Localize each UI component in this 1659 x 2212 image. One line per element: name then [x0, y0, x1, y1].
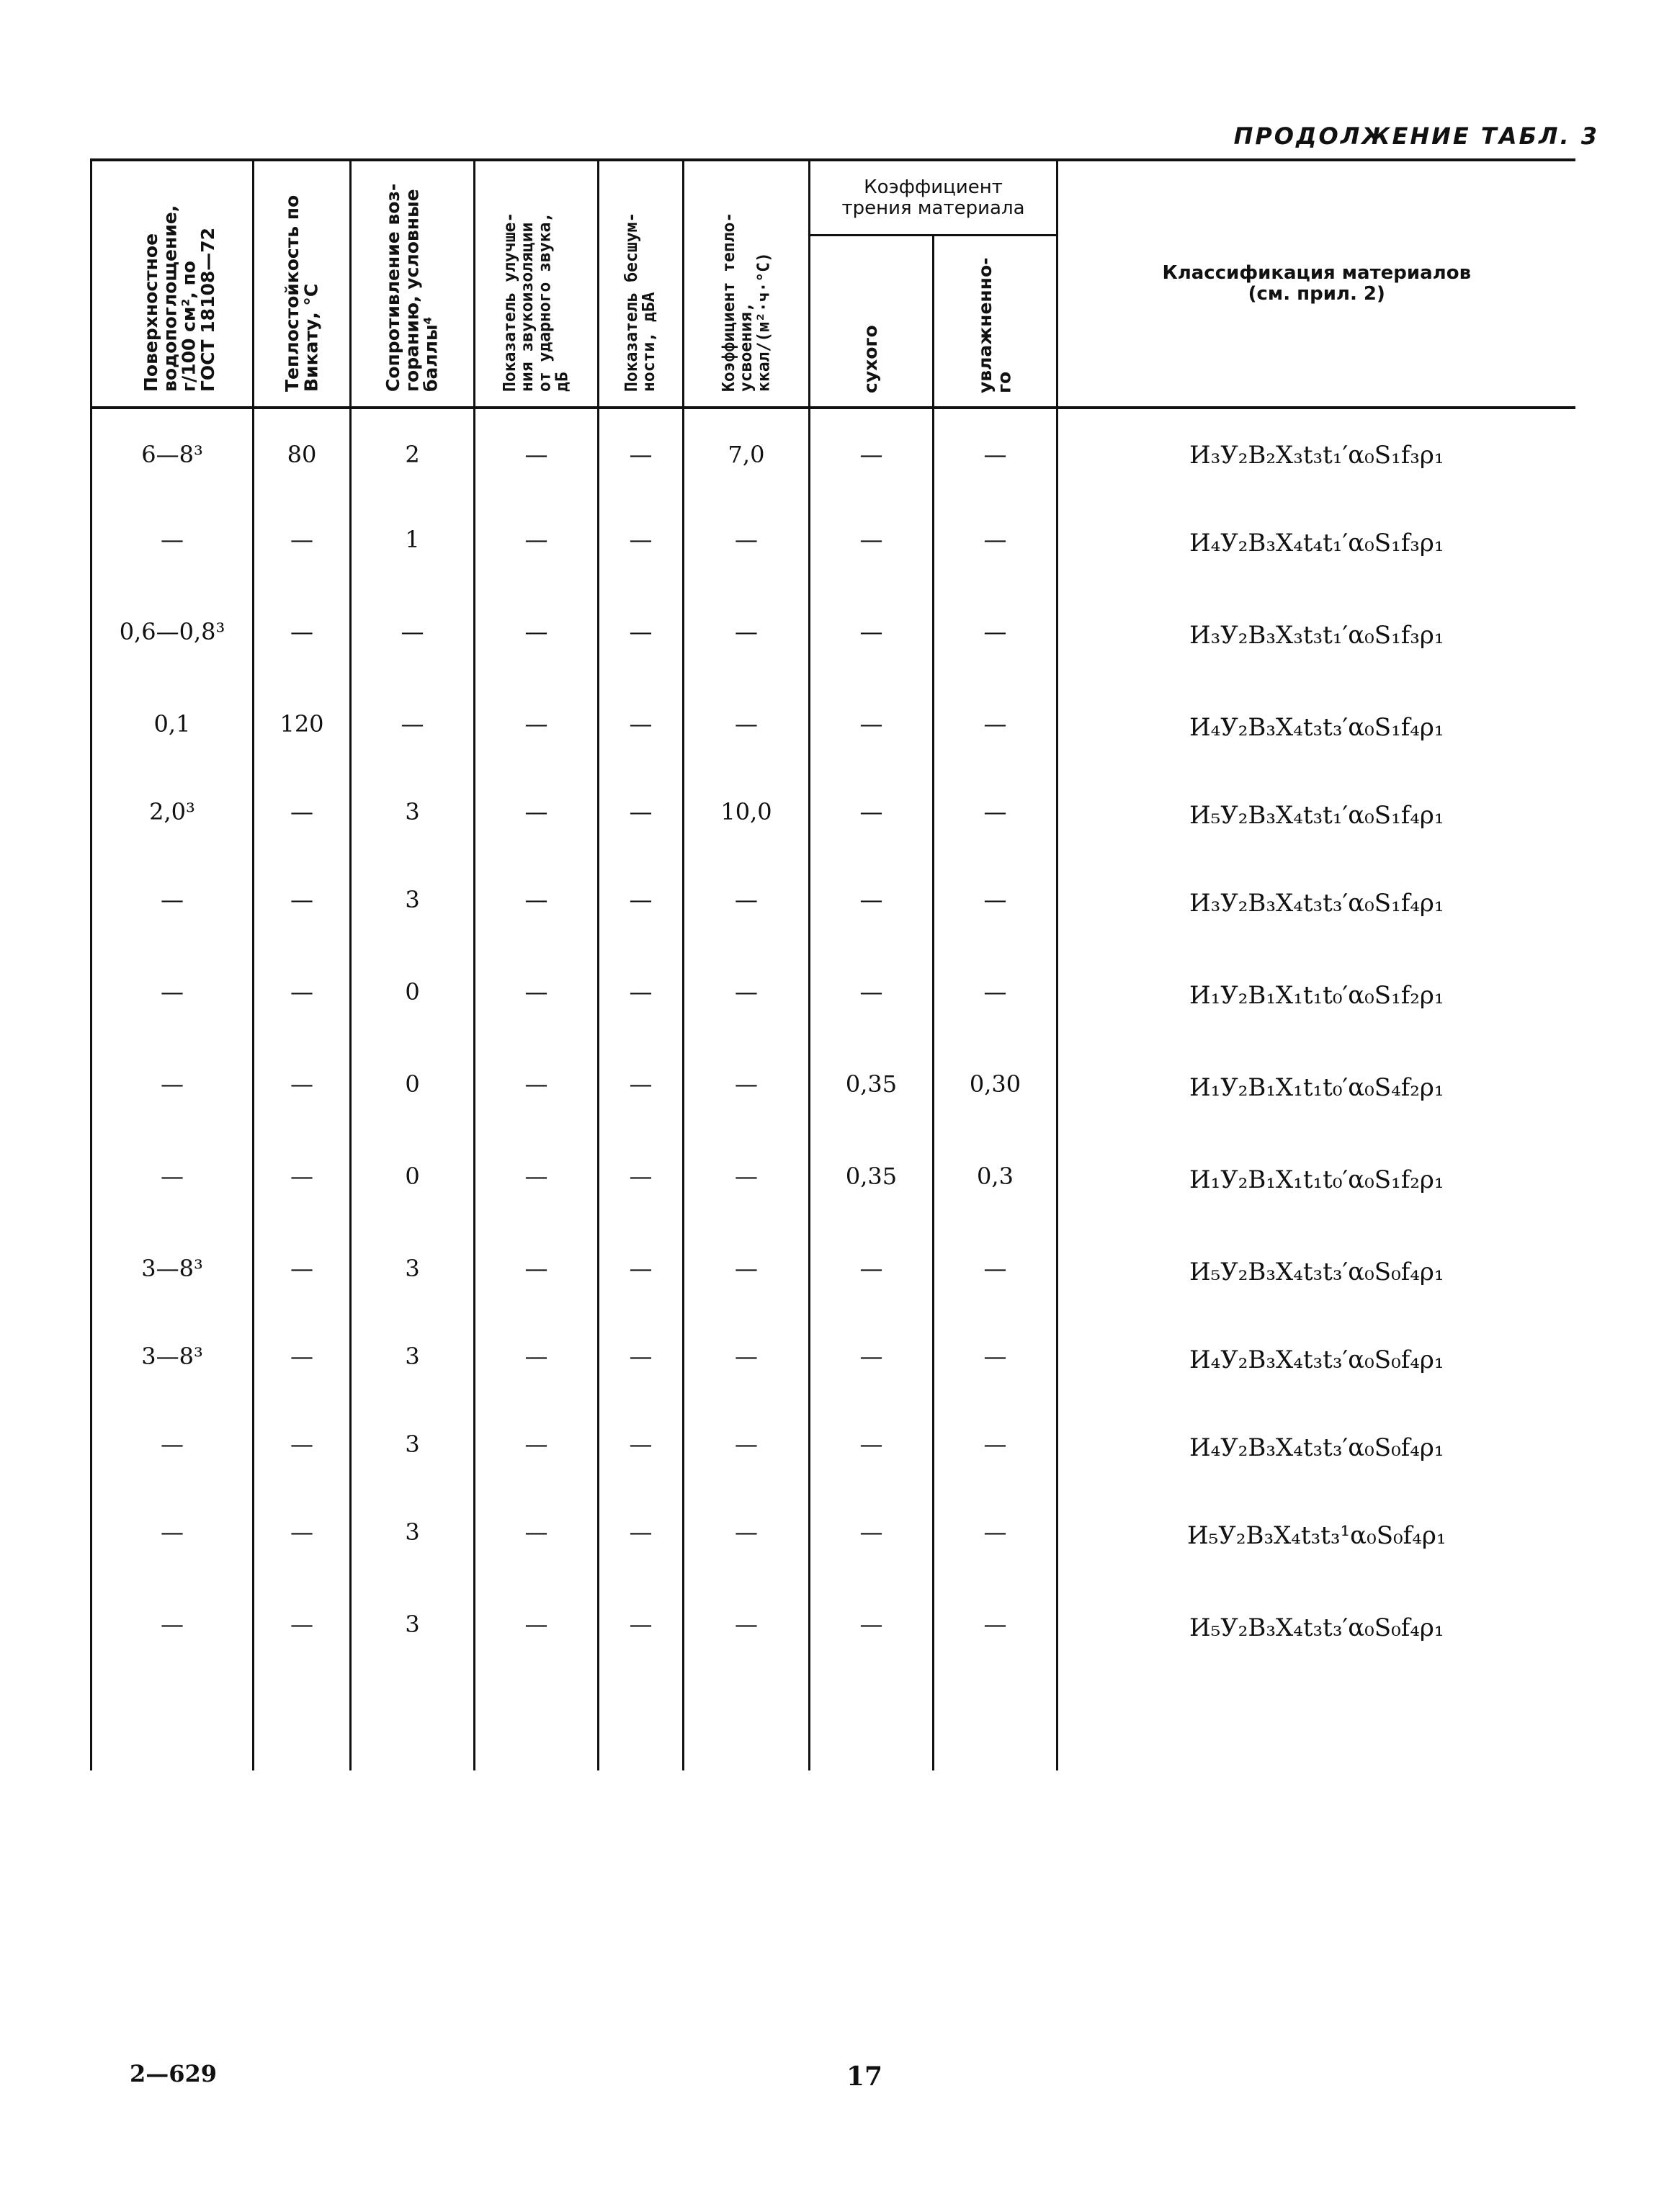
cell-classif: И₅У₂В₃Х₄t₃t₃′α₀S₀f₄ρ₁ — [1189, 1258, 1444, 1286]
cell-wet: — — [934, 772, 1057, 860]
cell-heat-abs: — — [684, 1137, 810, 1229]
cell-wet: — — [934, 860, 1057, 952]
cell-noise: — — [599, 952, 684, 1044]
table-row — [91, 1492, 1575, 1585]
cell-classif: И₅У₂В₃Х₄t₃t₁′α₀S₁f₄ρ₁ — [1189, 801, 1444, 830]
cell-water: — — [91, 1405, 254, 1492]
header-friction-wet — [934, 236, 1057, 408]
cell-classif: И₅У₂В₃Х₄t₃t₃′α₀S₀f₄ρ₁ — [1189, 1613, 1444, 1642]
cell-sound: — — [475, 860, 599, 952]
cell-noise: — — [599, 860, 684, 952]
cell-noise: — — [599, 684, 684, 772]
cell-sound: — — [475, 592, 599, 684]
cell-heat-abs: — — [684, 1585, 810, 1677]
cell-fire: 2 — [351, 408, 475, 500]
cell-water: — — [91, 860, 254, 952]
cell-heat-abs: — — [684, 1405, 810, 1492]
cell-wet: — — [934, 592, 1057, 684]
cell-classif: И₃У₂В₃Х₃t₃t₁′α₀S₁f₃ρ₁ — [1189, 621, 1444, 650]
cell-fire: 1 — [351, 500, 475, 592]
cell-dry: — — [810, 772, 934, 860]
cell-classif: И₃У₂В₂Х₃t₃t₁′α₀S₁f₃ρ₁ — [1189, 441, 1444, 470]
cell-wet: — — [934, 500, 1057, 592]
spacer-cell — [934, 1677, 1057, 1770]
cell-noise: — — [599, 500, 684, 592]
cell-dry: — — [810, 684, 934, 772]
materials-table — [90, 158, 1574, 1770]
header-friction-dry — [810, 236, 934, 408]
cell-noise: — — [599, 1317, 684, 1405]
cell-dry: — — [810, 1317, 934, 1405]
cell-heat: — — [254, 772, 351, 860]
cell-dry: — — [810, 500, 934, 592]
cell-sound: — — [475, 1585, 599, 1677]
table-row — [91, 684, 1575, 772]
cell-wet: 0,3 — [934, 1137, 1057, 1229]
table-row — [91, 772, 1575, 860]
table-body — [91, 408, 1575, 1770]
spacer-cell — [254, 1677, 351, 1770]
table-continuation-label: ПРОДОЛЖЕНИЕ ТАБЛ. 3 — [1233, 122, 1599, 150]
cell-water: 0,6—0,8³ — [91, 592, 254, 684]
cell-dry: — — [810, 860, 934, 952]
cell-sound: — — [475, 772, 599, 860]
spacer-cell — [475, 1677, 599, 1770]
table-row — [91, 1405, 1575, 1492]
header-heat-absorption-text: Коэффициент тепло- усвоения, ккал/(м²·ч·°С) — [719, 212, 774, 392]
cell-heat-abs: — — [684, 952, 810, 1044]
cell-fire: 3 — [351, 1229, 475, 1317]
cell-dry: — — [810, 408, 934, 500]
cell-sound: — — [475, 1137, 599, 1229]
cell-noise: — — [599, 1405, 684, 1492]
spacer-cell — [351, 1677, 475, 1770]
header-water-absorption — [91, 160, 254, 408]
cell-noise: — — [599, 592, 684, 684]
cell-dry: — — [810, 1585, 934, 1677]
cell-classif: И₄У₂В₃Х₄t₃t₃′α₀S₀f₄ρ₁ — [1189, 1433, 1444, 1462]
cell-water: 3—8³ — [91, 1229, 254, 1317]
cell-dry: — — [810, 1229, 934, 1317]
table-row — [91, 1137, 1575, 1229]
cell-heat: — — [254, 592, 351, 684]
cell-water: — — [91, 1044, 254, 1137]
header-heat-resistance — [254, 160, 351, 408]
cell-heat: — — [254, 1317, 351, 1405]
cell-classif: И₃У₂В₃Х₄t₃t₃′α₀S₁f₄ρ₁ — [1189, 889, 1444, 918]
table-row — [91, 860, 1575, 952]
cell-wet: — — [934, 1405, 1057, 1492]
cell-water: 6—8³ — [91, 408, 254, 500]
header-heat-absorption — [684, 160, 810, 408]
cell-heat-abs: 10,0 — [684, 772, 810, 860]
cell-water: 2,0³ — [91, 772, 254, 860]
table-spacer-row — [91, 1677, 1575, 1770]
cell-heat: — — [254, 1044, 351, 1137]
table-row — [91, 1229, 1575, 1317]
cell-fire: 0 — [351, 1044, 475, 1137]
cell-classif: И₁У₂В₁Х₁t₁t₀′α₀S₄f₂ρ₁ — [1189, 1073, 1444, 1102]
cell-sound: — — [475, 684, 599, 772]
cell-wet: — — [934, 1317, 1057, 1405]
cell-fire: 3 — [351, 1585, 475, 1677]
cell-dry: — — [810, 1405, 934, 1492]
cell-fire: 0 — [351, 1137, 475, 1229]
cell-classif: И₁У₂В₁Х₁t₁t₀′α₀S₁f₂ρ₁ — [1189, 1165, 1444, 1194]
page-id: 2—629 — [130, 2060, 218, 2087]
cell-fire: 3 — [351, 1317, 475, 1405]
cell-heat: — — [254, 1137, 351, 1229]
cell-heat-abs: — — [684, 1044, 810, 1137]
cell-dry: — — [810, 1492, 934, 1585]
cell-sound: — — [475, 1317, 599, 1405]
cell-noise: — — [599, 1585, 684, 1677]
cell-sound: — — [475, 1492, 599, 1585]
header-fire-resistance-text: Сопротивление воз- горанию, условные баллы⁴ — [383, 183, 442, 392]
cell-wet: — — [934, 1492, 1057, 1585]
table-row — [91, 592, 1575, 684]
cell-wet: — — [934, 1229, 1057, 1317]
cell-sound: — — [475, 1229, 599, 1317]
header-sound-insulation — [475, 160, 599, 408]
cell-water: — — [91, 1585, 254, 1677]
cell-heat-abs: — — [684, 592, 810, 684]
cell-heat: 80 — [254, 408, 351, 500]
header-friction-group — [810, 160, 1057, 236]
header-friction-group-text: Коэффициент трения материала — [810, 162, 1056, 236]
cell-dry: — — [810, 952, 934, 1044]
cell-water: 0,1 — [91, 684, 254, 772]
cell-noise: — — [599, 1492, 684, 1585]
cell-fire: 3 — [351, 860, 475, 952]
cell-fire: 3 — [351, 1492, 475, 1585]
header-water-absorption-text: Поверхностное водопоглощение, г/100 см², по ГОСТ 18108—72 — [140, 205, 218, 392]
cell-heat-abs: — — [684, 860, 810, 952]
header-heat-resistance-text: Теплостойкость по Викату, °С — [281, 194, 321, 392]
cell-heat: — — [254, 500, 351, 592]
materials-properties-table — [90, 158, 1575, 1770]
header-classification — [1057, 160, 1575, 408]
table-row — [91, 1044, 1575, 1137]
cell-classif: И₄У₂В₃Х₄t₃t₃′α₀S₁f₄ρ₁ — [1189, 713, 1444, 742]
cell-dry: — — [810, 592, 934, 684]
cell-heat: — — [254, 1229, 351, 1317]
cell-water: 3—8³ — [91, 1317, 254, 1405]
cell-water: — — [91, 952, 254, 1044]
cell-wet: — — [934, 952, 1057, 1044]
cell-sound: — — [475, 1044, 599, 1137]
cell-sound: — — [475, 408, 599, 500]
table-row — [91, 952, 1575, 1044]
spacer-cell — [91, 1677, 254, 1770]
page-number: 17 — [846, 2061, 883, 2092]
header-sound-insulation-text: Показатель улучше- ния звукоизоляции от ударного звука, дБ — [501, 212, 572, 392]
cell-wet: — — [934, 684, 1057, 772]
spacer-cell — [599, 1677, 684, 1770]
table-row — [91, 500, 1575, 592]
header-noiselessness-text: Показатель бесшум- ности, дБА — [622, 212, 659, 392]
cell-sound: — — [475, 500, 599, 592]
cell-fire: — — [351, 592, 475, 684]
cell-heat: — — [254, 952, 351, 1044]
cell-classif: И₁У₂В₁Х₁t₁t₀′α₀S₁f₂ρ₁ — [1189, 981, 1444, 1010]
cell-dry: 0,35 — [810, 1137, 934, 1229]
header-classification-text: Классификация материалов (см. прил. 2) — [1162, 262, 1472, 305]
cell-sound: — — [475, 952, 599, 1044]
header-noiselessness — [599, 160, 684, 408]
cell-heat: — — [254, 1492, 351, 1585]
cell-noise: — — [599, 408, 684, 500]
cell-heat-abs: — — [684, 1229, 810, 1317]
cell-heat: — — [254, 1405, 351, 1492]
cell-water: — — [91, 1137, 254, 1229]
cell-heat-abs: — — [684, 500, 810, 592]
spacer-cell — [1057, 1677, 1575, 1770]
spacer-cell — [684, 1677, 810, 1770]
cell-fire: 0 — [351, 952, 475, 1044]
cell-wet: — — [934, 1585, 1057, 1677]
cell-classif: И₄У₂В₃Х₄t₄t₁′α₀S₁f₃ρ₁ — [1189, 529, 1444, 558]
cell-noise: — — [599, 1229, 684, 1317]
cell-heat-abs: 7,0 — [684, 408, 810, 500]
table-row — [91, 1585, 1575, 1677]
header-fire-resistance — [351, 160, 475, 408]
cell-noise: — — [599, 1044, 684, 1137]
table-row — [91, 408, 1575, 500]
header-friction-wet-text: увлажненно- го — [975, 257, 1015, 393]
cell-classif: И₅У₂В₃Х₄t₃t₃¹α₀S₀f₄ρ₁ — [1187, 1521, 1446, 1550]
table-row — [91, 1317, 1575, 1405]
cell-wet: 0,30 — [934, 1044, 1057, 1137]
cell-sound: — — [475, 1405, 599, 1492]
cell-fire: — — [351, 684, 475, 772]
header-friction-dry-text: сухого — [860, 325, 882, 393]
cell-noise: — — [599, 772, 684, 860]
cell-wet: — — [934, 408, 1057, 500]
cell-heat: 120 — [254, 684, 351, 772]
cell-dry: 0,35 — [810, 1044, 934, 1137]
cell-classif: И₄У₂В₃Х₄t₃t₃′α₀S₀f₄ρ₁ — [1189, 1345, 1444, 1374]
cell-water: — — [91, 1492, 254, 1585]
cell-water: — — [91, 500, 254, 592]
cell-heat: — — [254, 860, 351, 952]
cell-heat-abs: — — [684, 684, 810, 772]
cell-heat-abs: — — [684, 1317, 810, 1405]
cell-heat-abs: — — [684, 1492, 810, 1585]
cell-fire: 3 — [351, 772, 475, 860]
cell-heat: — — [254, 1585, 351, 1677]
cell-fire: 3 — [351, 1405, 475, 1492]
spacer-cell — [810, 1677, 934, 1770]
cell-noise: — — [599, 1137, 684, 1229]
